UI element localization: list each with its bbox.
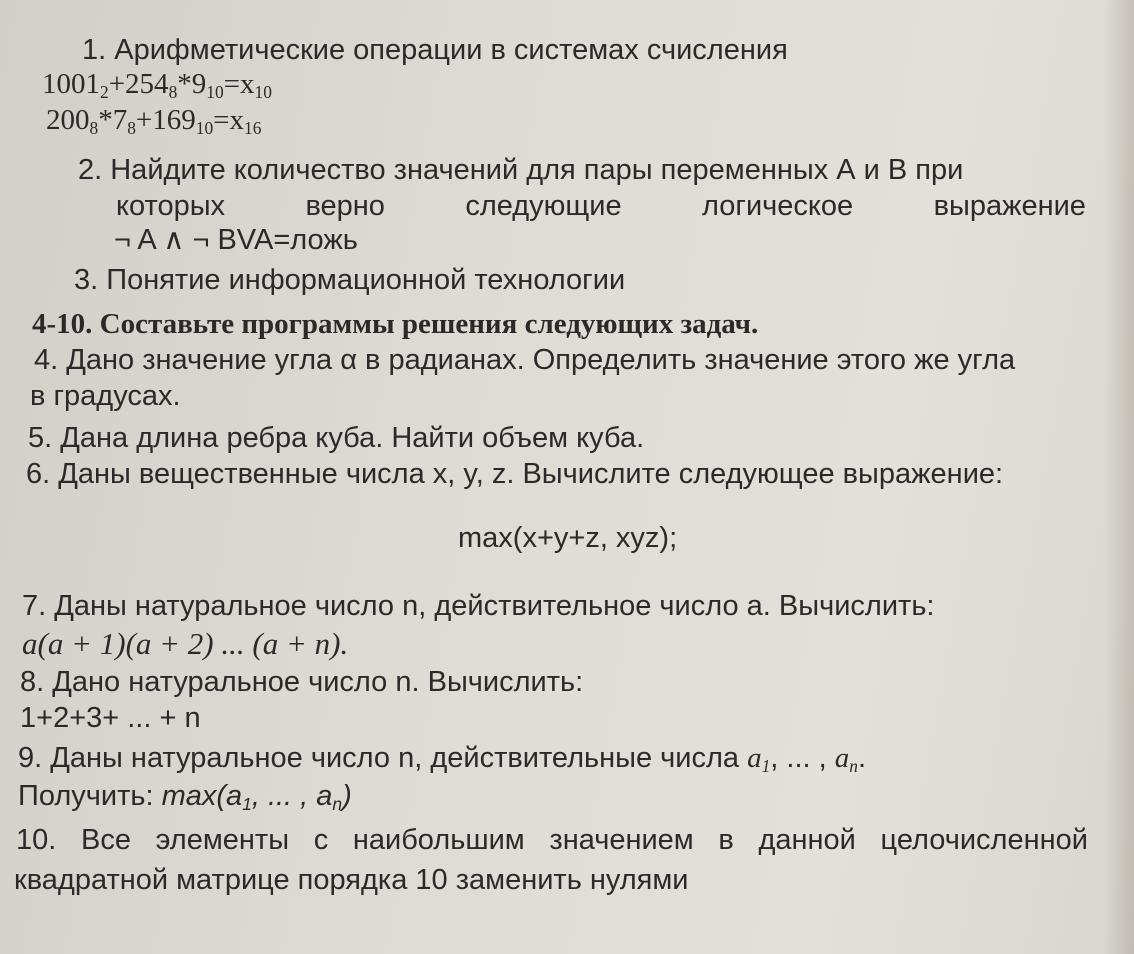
task-4-line-1: 4. Дано значение угла α в радианах. Определить значение этого же угла: [34, 344, 1016, 376]
task-4-line-2: в градусах.: [30, 380, 181, 412]
task-6-formula: max(x+y+z, xyz);: [458, 522, 678, 554]
task-10-line-2: квадратной матрице порядка 10 заменить нулями: [14, 864, 689, 896]
task-7: 7. Даны натуральное число n, действительное число a. Вычислить:: [22, 590, 935, 622]
task-6: 6. Даны вещественные числа x, y, z. Вычислите следующее выражение:: [26, 458, 1004, 490]
task-3: 3. Понятие информационной технологии: [74, 264, 626, 296]
section-header: 4-10. Составьте программы решения следующих задач.: [32, 308, 759, 340]
task-9-line-2: Получить: $\max(a_1$, ... , $a_n$): [18, 780, 352, 815]
task-2-expression: ¬ A ∧ ¬ BVA=ложь: [114, 224, 358, 256]
task-8: 8. Дано натуральное число n. Вычислить:: [20, 666, 584, 698]
task-7-formula: a(a + 1)(a + 2) ... (a + n).: [22, 626, 349, 661]
formula-1: $1001_2+254_8*9_{10}=x_{10}$: [42, 68, 272, 103]
paper-edge-shadow: [1104, 0, 1134, 954]
task-2-line-2: которых верно следующие логическое выражение: [116, 190, 1086, 222]
task-1: 1. Арифметические операции в системах счисления: [82, 34, 788, 66]
task-8-formula: 1+2+3+ ... + n: [20, 702, 201, 734]
task-9-line-1: 9. Даны натуральное число n, действительные числа $a_1$, ... , $a_n$.: [18, 742, 867, 777]
task-2-line-1: 2. Найдите количество значений для пары переменных А и В при: [78, 154, 964, 186]
task-5: 5. Дана длина ребра куба. Найти объем куба.: [28, 422, 645, 454]
task-10-line-1: 10. Все элементы с наибольшим значением в данной целочисленной: [16, 824, 1088, 856]
formula-2: $200_8*7_8+169_{10}=x_{16}$: [46, 104, 262, 139]
